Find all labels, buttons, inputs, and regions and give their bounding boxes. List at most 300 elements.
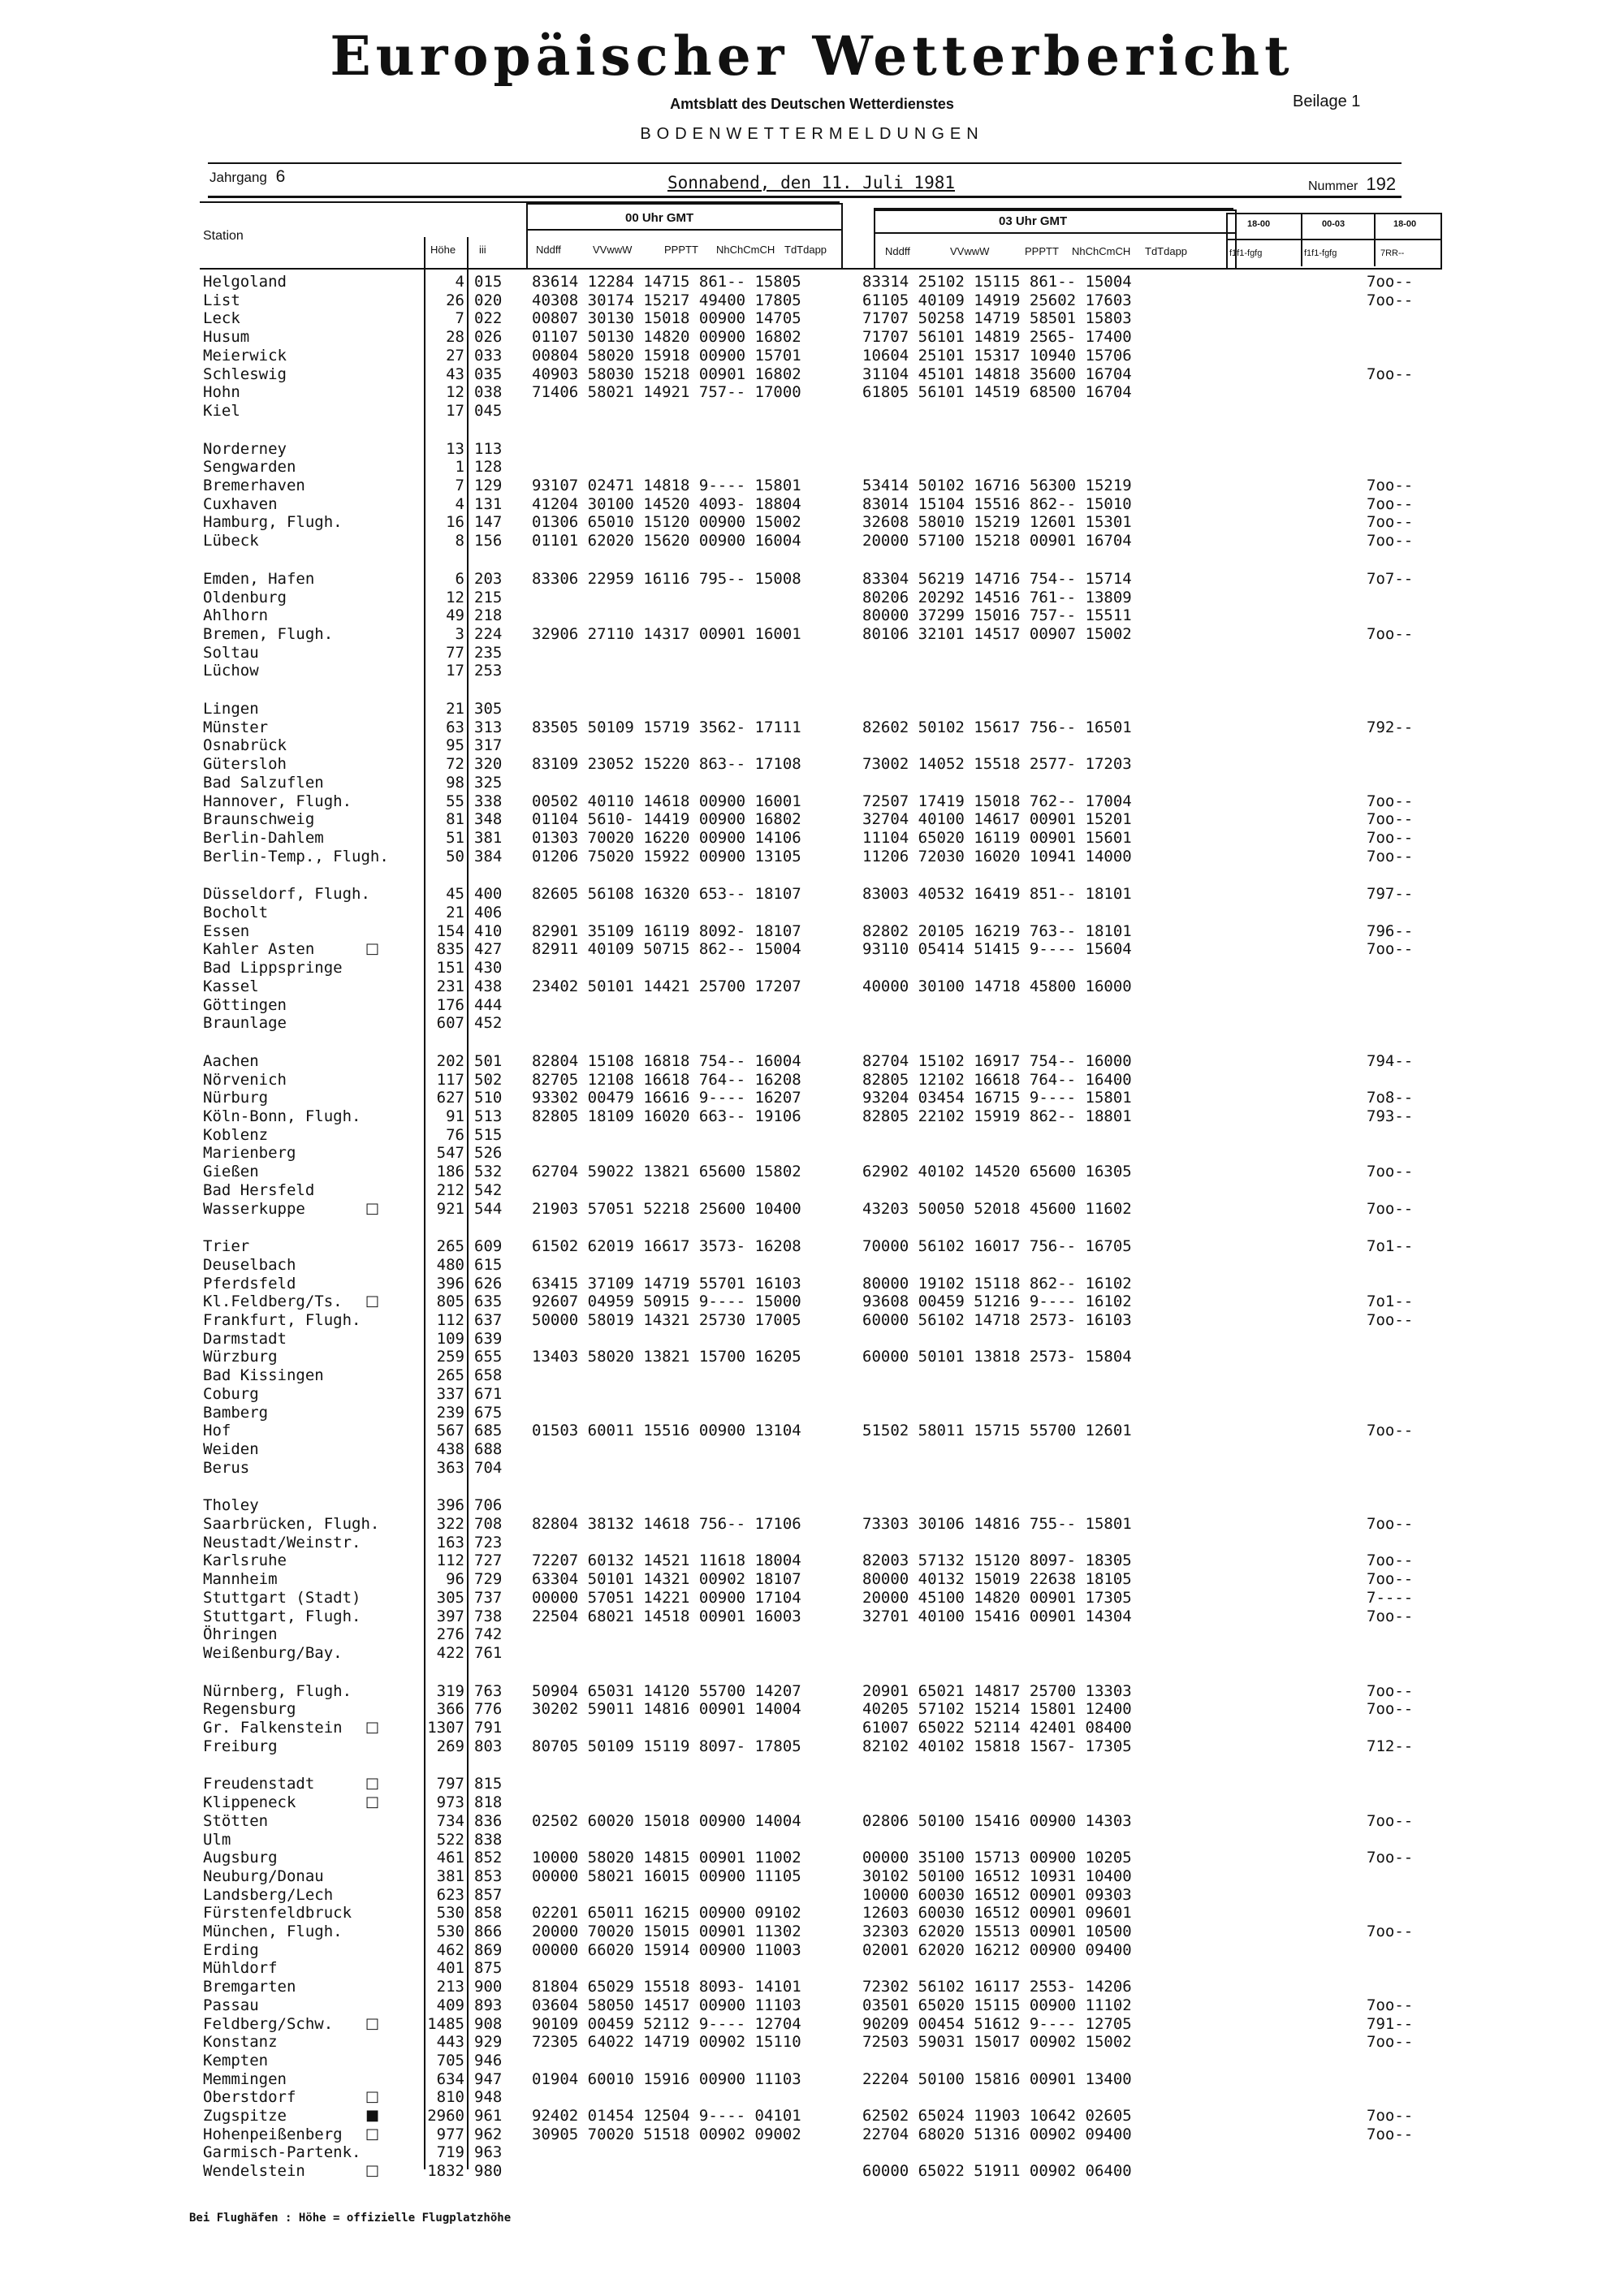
obs-00-gmt: 00807 30130 15018 00900 14705: [532, 309, 801, 328]
station-name: Sengwarden: [203, 458, 296, 477]
station-name: Bad Hersfeld: [203, 1180, 315, 1199]
precip-group: 7oo--: [1367, 1700, 1414, 1719]
station-index: 791: [474, 1719, 503, 1737]
col-station: Station: [203, 229, 244, 243]
obs-03-gmt: 61007 65022 52114 42401 08400: [862, 1719, 1132, 1737]
station-name: Lübeck: [203, 532, 259, 550]
station-index: 015: [474, 273, 503, 291]
obs-00-gmt: 01206 75020 15922 00900 13105: [532, 847, 801, 865]
obs-00-gmt: 23402 50101 14421 25700 17207: [532, 977, 801, 995]
obs-00-gmt: 50904 65031 14120 55700 14207: [532, 1681, 801, 1700]
obs-03-gmt: 80000 19102 15118 862-- 16102: [862, 1274, 1132, 1293]
nummer-label: Nummer: [1308, 179, 1358, 193]
obs-00-gmt: 61502 62019 16617 3573- 16208: [532, 1237, 801, 1256]
station-height: 81: [446, 810, 464, 829]
col-iii: iii: [479, 244, 486, 256]
station-height: 319: [436, 1681, 464, 1700]
obs-00-gmt: 03604 58050 14517 00900 11103: [532, 1996, 801, 2014]
station-height: 28: [446, 328, 464, 347]
station-height: 8: [455, 532, 464, 550]
station-height: 977: [436, 2125, 464, 2143]
header-divider-hoehe: [424, 237, 425, 270]
obs-03-gmt: 71707 50258 14719 58501 15803: [862, 309, 1132, 328]
obs-03-gmt: 40000 30100 14718 45800 16000: [862, 977, 1132, 995]
station-height: 634: [436, 2069, 464, 2088]
station-height: 1485: [427, 2014, 464, 2033]
station-index: 427: [474, 940, 503, 959]
precip-group: 7oo--: [1367, 1552, 1414, 1570]
obs-00-gmt: 81804 65029 15518 8093- 14101: [532, 1978, 801, 1996]
obs-03-gmt: 20901 65021 14817 25700 13303: [862, 1681, 1132, 1700]
open-square-icon: □: [365, 1719, 380, 1736]
station-height: 1: [455, 458, 464, 477]
station-name: Berlin-Dahlem: [203, 828, 324, 847]
precip-group: 7o1--: [1367, 1237, 1414, 1256]
station-index: 203: [474, 569, 503, 588]
station-height: 50: [446, 847, 464, 865]
station-name: Gr. Falkenstein: [203, 1719, 343, 1737]
station-index: 869: [474, 1940, 503, 1959]
gmt00-subrule: [526, 229, 841, 231]
station-index: 908: [474, 2014, 503, 2033]
col-00-nddff: Nddff: [536, 244, 561, 256]
station-height: 55: [446, 792, 464, 810]
station-index: 637: [474, 1311, 503, 1329]
station-index: 526: [474, 1144, 503, 1163]
station-height: 396: [436, 1274, 464, 1293]
precip-group: 7o8--: [1367, 1089, 1414, 1107]
beilage-label: Beilage 1: [1293, 93, 1361, 110]
station-height: 797: [436, 1775, 464, 1793]
station-height: 202: [436, 1051, 464, 1070]
station-index: 381: [474, 828, 503, 847]
station-index: 348: [474, 810, 503, 829]
station-height: 7: [455, 309, 464, 328]
station-index: 900: [474, 1978, 503, 1996]
obs-03-gmt: 83003 40532 16419 851-- 18101: [862, 885, 1132, 904]
nummer-value: 192: [1366, 174, 1397, 194]
station-height: 480: [436, 1255, 464, 1274]
open-square-icon: □: [365, 2088, 380, 2106]
col-gmt03: 03 Uhr GMT: [999, 214, 1068, 228]
station-height: 366: [436, 1700, 464, 1719]
station-name: Köln-Bonn, Flugh.: [203, 1107, 361, 1125]
col-00-vvwww: VVwwW: [593, 244, 633, 256]
station-index: 615: [474, 1255, 503, 1274]
station-height: 43: [446, 365, 464, 383]
station-index: 317: [474, 736, 503, 755]
precip-group: 7oo--: [1367, 810, 1414, 829]
station-name: Wasserkuppe: [203, 1199, 305, 1218]
station-name: Essen: [203, 921, 250, 940]
open-square-icon: □: [365, 940, 380, 958]
obs-03-gmt: 62902 40102 14520 65600 16305: [862, 1163, 1132, 1181]
station-height: 462: [436, 1940, 464, 1959]
station-height: 522: [436, 1830, 464, 1849]
obs-00-gmt: 01101 62020 15620 00900 16004: [532, 532, 801, 550]
precip-group: 7oo--: [1367, 828, 1414, 847]
station-name: Oldenburg: [203, 588, 287, 606]
obs-00-gmt: 40903 58030 15218 00901 16802: [532, 365, 801, 383]
station-index: 513: [474, 1107, 503, 1125]
station-name: Gütersloh: [203, 755, 287, 774]
station-index: 147: [474, 513, 503, 532]
station-height: 16: [446, 513, 464, 532]
obs-00-gmt: 13403 58020 13821 15700 16205: [532, 1348, 801, 1366]
station-name: Aachen: [203, 1051, 259, 1070]
station-height: 530: [436, 1904, 464, 1923]
precip-group: 7oo--: [1367, 1163, 1414, 1181]
obs-00-gmt: 01503 60011 15516 00900 13104: [532, 1422, 801, 1440]
precip-group: 7oo--: [1367, 1570, 1414, 1589]
station-index: 947: [474, 2069, 503, 2088]
obs-00-gmt: 62704 59022 13821 65600 15802: [532, 1163, 801, 1181]
obs-00-gmt: 90109 00459 52112 9---- 12704: [532, 2014, 801, 2033]
station-index: 853: [474, 1867, 503, 1885]
station-name: Lingen: [203, 700, 259, 718]
station-name: Hohn: [203, 383, 240, 402]
obs-03-gmt: 12603 60030 16512 00901 09601: [862, 1904, 1132, 1923]
obs-00-gmt: 83109 23052 15220 863-- 17108: [532, 755, 801, 774]
precip-group: 7oo--: [1367, 513, 1414, 532]
obs-00-gmt: 63415 37109 14719 55701 16103: [532, 1274, 801, 1293]
station-index: 626: [474, 1274, 503, 1293]
station-name: Braunschweig: [203, 810, 315, 829]
station-index: 738: [474, 1607, 503, 1625]
obs-03-gmt: 80000 37299 15016 757-- 15511: [862, 606, 1132, 625]
station-height: 98: [446, 773, 464, 792]
open-square-icon: □: [365, 1293, 380, 1310]
station-index: 542: [474, 1180, 503, 1199]
obs-00-gmt: 10000 58020 14815 00901 11002: [532, 1849, 801, 1867]
obs-00-gmt: 83614 12284 14715 861-- 15805: [532, 273, 801, 291]
station-height: 337: [436, 1384, 464, 1403]
station-index: 384: [474, 847, 503, 865]
station-index: 838: [474, 1830, 503, 1849]
station-name: Hof: [203, 1422, 231, 1440]
station-name: Gießen: [203, 1163, 259, 1181]
station-height: 26: [446, 291, 464, 309]
station-index: 671: [474, 1384, 503, 1403]
station-name: Norderney: [203, 439, 287, 458]
station-index: 218: [474, 606, 503, 625]
obs-00-gmt: 00000 66020 15914 00900 11003: [532, 1940, 801, 1959]
obs-00-gmt: 01104 5610- 14419 00900 16802: [532, 810, 801, 829]
station-height: 547: [436, 1144, 464, 1163]
station-height: 1307: [427, 1719, 464, 1737]
obs-03-gmt: 61805 56101 14519 68500 16704: [862, 383, 1132, 402]
station-name: Bad Salzuflen: [203, 773, 324, 792]
obs-03-gmt: 11206 72030 16020 10941 14000: [862, 847, 1132, 865]
station-name: Cuxhaven: [203, 494, 278, 513]
station-index: 438: [474, 977, 503, 995]
station-name: Bremen, Flugh.: [203, 624, 334, 643]
station-index: 406: [474, 904, 503, 921]
obs-00-gmt: 92607 04959 50915 9---- 15000: [532, 1293, 801, 1311]
station-name: Osnabrück: [203, 736, 287, 755]
station-index: 737: [474, 1588, 503, 1607]
obs-03-gmt: 93204 03454 16715 9---- 15801: [862, 1089, 1132, 1107]
header-rule-bottom: [208, 196, 1402, 198]
station-name: Hannover, Flugh.: [203, 792, 352, 810]
issue-date: Sonnabend, den 11. Juli 1981: [667, 173, 956, 192]
obs-00-gmt: 93107 02471 14818 9---- 15801: [532, 477, 801, 494]
station-index: 866: [474, 1923, 503, 1940]
station-name: Freiburg: [203, 1737, 278, 1755]
station-index: 658: [474, 1366, 503, 1385]
station-name: Bad Kissingen: [203, 1366, 324, 1385]
station-name: Karlsruhe: [203, 1552, 287, 1570]
station-index: 655: [474, 1348, 503, 1366]
obs-03-gmt: 70000 56102 16017 756-- 16705: [862, 1237, 1132, 1256]
station-height: 77: [446, 643, 464, 662]
obs-00-gmt: 21903 57051 52218 25600 10400: [532, 1199, 801, 1218]
obs-03-gmt: 61105 40109 14919 25602 17603: [862, 291, 1132, 309]
station-index: 963: [474, 2143, 503, 2162]
station-index: 320: [474, 755, 503, 774]
station-height: 109: [436, 1329, 464, 1348]
station-name: Neuburg/Donau: [203, 1867, 324, 1885]
precip-group: 7oo--: [1367, 477, 1414, 494]
station-name: Mannheim: [203, 1570, 278, 1589]
precip-group: 7oo--: [1367, 2125, 1414, 2143]
obs-00-gmt: 72207 60132 14521 11618 18004: [532, 1552, 801, 1570]
station-index: 305: [474, 700, 503, 718]
station-name: Freudenstadt: [203, 1775, 315, 1793]
precip-group: 7oo--: [1367, 273, 1414, 291]
station-height: 45: [446, 885, 464, 904]
station-index: 033: [474, 346, 503, 365]
jahrgang: [209, 167, 285, 187]
station-index: 544: [474, 1199, 503, 1218]
station-height: 51: [446, 828, 464, 847]
obs-03-gmt: 80106 32101 14517 00907 15002: [862, 624, 1132, 643]
precip-group: 7oo--: [1367, 365, 1414, 383]
precip-group: 793--: [1367, 1107, 1414, 1125]
precip-group: 7oo--: [1367, 1422, 1414, 1440]
station-height: 623: [436, 1885, 464, 1904]
precip-group: 7oo--: [1367, 1996, 1414, 2014]
col-rr-period-2: 00-03: [1322, 219, 1345, 229]
station-height: 163: [436, 1533, 464, 1552]
station-name: Fürstenfeldbruck: [203, 1904, 352, 1923]
station-index: 430: [474, 959, 503, 978]
station-index: 704: [474, 1458, 503, 1477]
station-index: 675: [474, 1403, 503, 1422]
station-name: Darmstadt: [203, 1329, 287, 1348]
station-name: Düsseldorf, Flugh.: [203, 885, 370, 904]
obs-03-gmt: 90209 00454 51612 9---- 12705: [862, 2014, 1132, 2033]
station-name: Weißenburg/Bay.: [203, 1643, 343, 1662]
station-index: 875: [474, 1959, 503, 1978]
station-height: 7: [455, 477, 464, 494]
precip-group: 7oo--: [1367, 847, 1414, 865]
station-height: 381: [436, 1867, 464, 1885]
precip-group: 7oo--: [1367, 1681, 1414, 1700]
obs-03-gmt: 71707 56101 14819 2565- 17400: [862, 328, 1132, 347]
obs-00-gmt: 40308 30174 15217 49400 17805: [532, 291, 801, 309]
station-name: Soltau: [203, 643, 259, 662]
obs-03-gmt: 73002 14052 15518 2577- 17203: [862, 755, 1132, 774]
station-name: Öhringen: [203, 1625, 278, 1644]
station-height: 4: [455, 273, 464, 291]
obs-03-gmt: 60000 65022 51911 00902 06400: [862, 2162, 1132, 2181]
station-name: Pferdsfeld: [203, 1274, 296, 1293]
station-index: 946: [474, 2051, 503, 2069]
station-height: 21: [446, 904, 464, 921]
precip-group: 792--: [1367, 718, 1414, 736]
page-title: Europäischer Wetterbericht: [330, 24, 1294, 88]
station-name: Neustadt/Weinstr.: [203, 1533, 361, 1552]
obs-03-gmt: 30102 50100 16512 10931 10400: [862, 1867, 1132, 1885]
station-height: 95: [446, 736, 464, 755]
obs-00-gmt: 20000 70020 15015 00901 11302: [532, 1923, 801, 1940]
station-index: 857: [474, 1885, 503, 1904]
col-gmt00: 00 Uhr GMT: [625, 211, 694, 225]
station-height: 835: [436, 940, 464, 959]
station-name: Ahlhorn: [203, 606, 269, 625]
jahrgang-value: 6: [275, 167, 286, 186]
station-name: Kassel: [203, 977, 259, 995]
col-03-ppptt: PPPTT: [1025, 245, 1059, 257]
station-height: 213: [436, 1978, 464, 1996]
col-00-tt: TdTdapp: [784, 244, 827, 256]
obs-00-gmt: 00000 58021 16015 00900 11105: [532, 1867, 801, 1885]
station-name: Stötten: [203, 1811, 269, 1830]
col-rr-period-1: 18-00: [1247, 219, 1271, 229]
station-name: List: [203, 291, 240, 309]
precip-group: 7oo--: [1367, 1923, 1414, 1940]
col-03-nh: NhChCmCH: [1072, 245, 1131, 257]
station-name: Bamberg: [203, 1403, 269, 1422]
station-name: Augsburg: [203, 1849, 278, 1867]
obs-00-gmt: 22504 68021 14518 00901 16003: [532, 1607, 801, 1625]
station-name: Bad Lippspringe: [203, 959, 343, 978]
station-index: 410: [474, 921, 503, 940]
station-index: 836: [474, 1811, 503, 1830]
station-height: 719: [436, 2143, 464, 2162]
obs-03-gmt: 10000 60030 16512 00901 09303: [862, 1885, 1132, 1904]
station-index: 156: [474, 532, 503, 550]
station-index: 235: [474, 643, 503, 662]
station-height: 1832: [427, 2162, 464, 2181]
station-index: 729: [474, 1570, 503, 1589]
station-height: 530: [436, 1923, 464, 1940]
obs-03-gmt: 60000 56102 14718 2573- 16103: [862, 1311, 1132, 1329]
open-square-icon: □: [365, 1199, 380, 1217]
station-index: 708: [474, 1515, 503, 1533]
obs-00-gmt: 01306 65010 15120 00900 15002: [532, 513, 801, 532]
station-name: Bremerhaven: [203, 477, 305, 494]
obs-00-gmt: 82605 56108 16320 653-- 18107: [532, 885, 801, 904]
station-index: 763: [474, 1681, 503, 1700]
obs-00-gmt: 82901 35109 16119 8092- 18107: [532, 921, 801, 940]
divider-iii: [467, 270, 469, 2169]
station-height: 176: [436, 995, 464, 1014]
obs-03-gmt: 02806 50100 15416 00900 14303: [862, 1811, 1132, 1830]
obs-03-gmt: 32704 40100 14617 00901 15201: [862, 810, 1132, 829]
obs-00-gmt: 93302 00479 16616 9---- 16207: [532, 1089, 801, 1107]
precip-group: 7oo--: [1367, 291, 1414, 309]
obs-00-gmt: 00804 58020 15918 00900 15701: [532, 346, 801, 365]
station-height: 363: [436, 1458, 464, 1477]
station-index: 128: [474, 458, 503, 477]
rr-divider-2: [1374, 213, 1376, 266]
station-name: Mühldorf: [203, 1959, 278, 1978]
station-name: Kahler Asten: [203, 940, 315, 959]
station-height: 259: [436, 1348, 464, 1366]
station-name: Nürnberg, Flugh.: [203, 1681, 352, 1700]
station-height: 13: [446, 439, 464, 458]
obs-00-gmt: 92402 01454 12504 9---- 04101: [532, 2107, 801, 2125]
station-height: 305: [436, 1588, 464, 1607]
obs-03-gmt: 00000 35100 15713 00900 10205: [862, 1849, 1132, 1867]
open-square-icon: □: [365, 1793, 380, 1811]
station-index: 325: [474, 773, 503, 792]
station-height: 397: [436, 1607, 464, 1625]
footnote: Bei Flughäfen : Höhe = offizielle Flugplatzhöhe: [189, 2212, 512, 2225]
col-00-ppptt: PPPTT: [664, 244, 698, 256]
station-name: Konstanz: [203, 2033, 278, 2052]
station-index: 688: [474, 1439, 503, 1458]
obs-03-gmt: 93608 00459 51216 9---- 16102: [862, 1293, 1132, 1311]
station-index: 224: [474, 624, 503, 643]
obs-03-gmt: 82602 50102 15617 756-- 16501: [862, 718, 1132, 736]
station-height: 212: [436, 1180, 464, 1199]
precip-group: 794--: [1367, 1051, 1414, 1070]
station-height: 705: [436, 2051, 464, 2069]
obs-03-gmt: 53414 50102 16716 56300 15219: [862, 477, 1132, 494]
filled-square-icon: ■: [365, 2107, 380, 2124]
col-03-tt: TdTdapp: [1145, 245, 1188, 257]
station-height: 805: [436, 1293, 464, 1311]
jahrgang-label: Jahrgang: [209, 170, 267, 185]
station-height: 396: [436, 1496, 464, 1515]
station-name: Emden, Hafen: [203, 569, 315, 588]
station-name: Tholey: [203, 1496, 259, 1515]
station-name: Regensburg: [203, 1700, 296, 1719]
obs-03-gmt: 80206 20292 14516 761-- 13809: [862, 588, 1132, 606]
station-index: 635: [474, 1293, 503, 1311]
obs-00-gmt: 50000 58019 14321 25730 17005: [532, 1311, 801, 1329]
station-height: 231: [436, 977, 464, 995]
col-rr-sub-3: 7RR--: [1380, 248, 1405, 258]
station-height: 269: [436, 1737, 464, 1755]
station-name: Münster: [203, 718, 269, 736]
station-name: Garmisch-Partenk.: [203, 2143, 361, 2162]
station-name: Kiel: [203, 401, 240, 420]
station-name: Berus: [203, 1458, 250, 1477]
station-index: 452: [474, 1014, 503, 1033]
station-height: 322: [436, 1515, 464, 1533]
station-height: 112: [436, 1552, 464, 1570]
station-height: 112: [436, 1311, 464, 1329]
station-height: 91: [446, 1107, 464, 1125]
station-index: 723: [474, 1533, 503, 1552]
station-name: Meierwick: [203, 346, 287, 365]
station-index: 929: [474, 2033, 503, 2052]
obs-03-gmt: 83314 25102 15115 861-- 15004: [862, 273, 1132, 291]
station-height: 17: [446, 401, 464, 420]
station-height: 3: [455, 624, 464, 643]
obs-03-gmt: 83014 15104 15516 862-- 15010: [862, 494, 1132, 513]
obs-03-gmt: 02001 62020 16212 00900 09400: [862, 1940, 1132, 1959]
precip-group: 7oo--: [1367, 2033, 1414, 2052]
obs-03-gmt: 82704 15102 16917 754-- 16000: [862, 1051, 1132, 1070]
obs-03-gmt: 72503 59031 15017 00902 15002: [862, 2033, 1132, 2052]
obs-00-gmt: 82705 12108 16618 764-- 16208: [532, 1070, 801, 1089]
station-index: 444: [474, 995, 503, 1014]
